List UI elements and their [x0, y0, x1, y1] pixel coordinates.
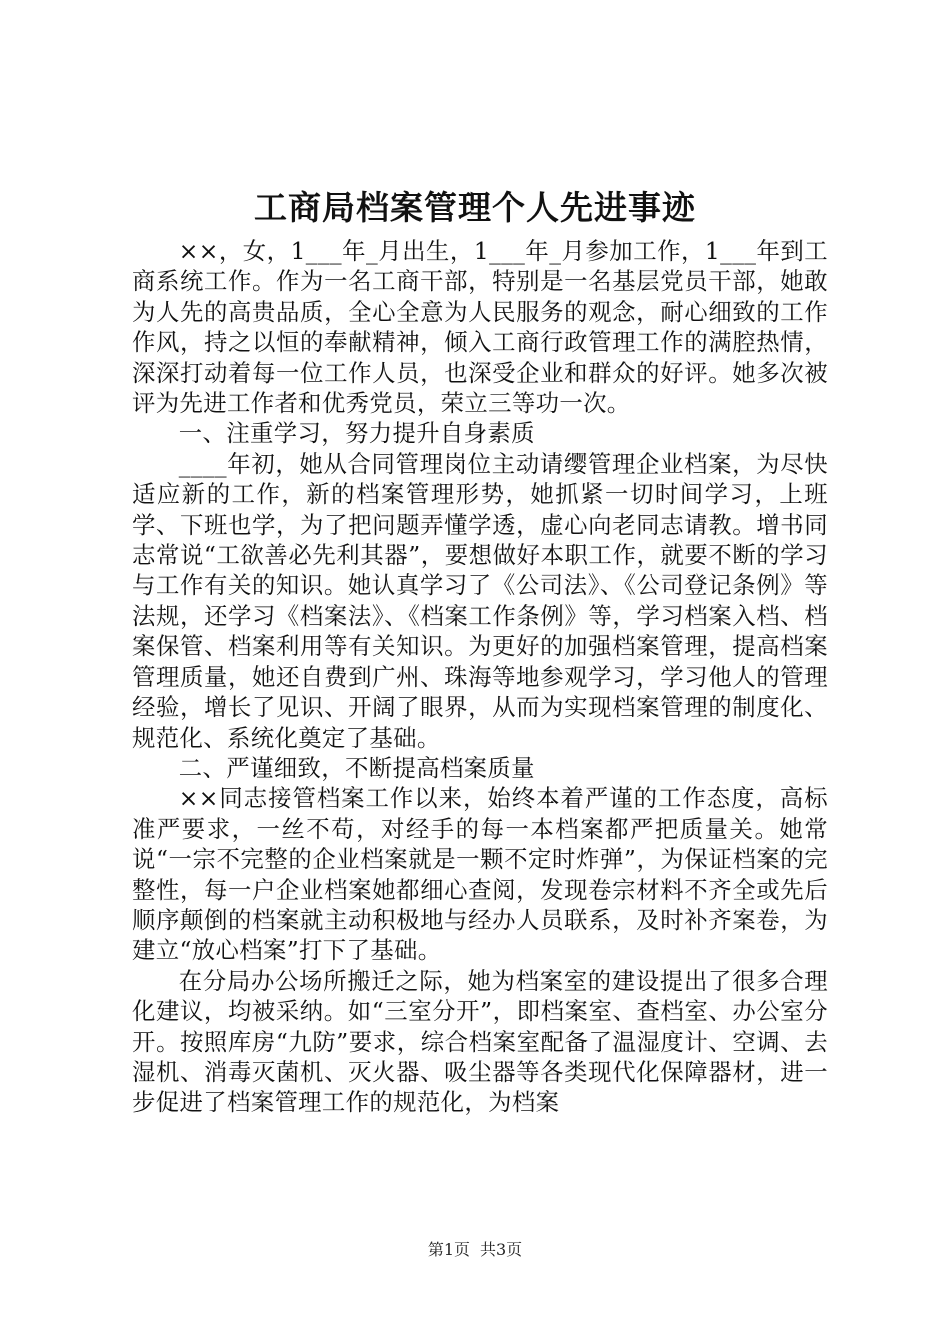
page-number: 第1页 [427, 1240, 470, 1259]
page-total: 共3页 [480, 1240, 523, 1259]
paragraph-intro: ××，女，1___年_月出生，1___年_月参加工作，1___年到工商系统工作。作为一名工商干部，特别是一名基层党员干部，她敢为人先的高贵品质，全心全意为人民服务的观念，耐心细致的工作作风，持之以恒的奉献精神，倾入工商行政管理工作的满腔热情，深深打动着每一位工作人员，也深受企业和群众的好评。她多次被评为先进工作者和优秀党员，荣立三等功一次。 [132, 237, 828, 418]
document-title: 工商局档案管理个人先进事迹 [254, 188, 696, 227]
section-heading-1: 一、注重学习，努力提升自身素质 [178, 419, 535, 448]
document-body [132, 236, 828, 1118]
paragraph-quality: ××同志接管档案工作以来，始终本着严谨的工作态度，高标准严要求，一丝不苟，对经手的每一本档案都严把质量关。她常说“一宗不完整的企业档案就是一颗不定时炸弹”，为保证档案的完整性，每一户企业档案她都细心查阅，发现卷宗材料不齐全或先后顺序颠倒的档案就主动积极地与经办人员联系，及时补齐案卷，为建立“放心档案”打下了基础。 [132, 784, 828, 965]
paragraph-study: ____年初，她从合同管理岗位主动请缨管理企业档案，为尽快适应新的工作，新的档案管理形势，她抓紧一切时间学习，上班学、下班也学，为了把问题弄懂学透，虚心向老同志请教。增书同志常说“工欲善必先利其器”，要想做好本职工作，就要不断的学习与工作有关的知识。她认真学习了《公司法》、《公司登记条例》等法规，还学习《档案法》、《档案工作条例》等，学习档案入档、档案保管、档案利用等有关知识。为更好的加强档案管理，提高档案管理质量，她还自费到广州、珠海等地参观学习，学习他人的管理经验，增长了见识、开阔了眼界，从而为实现档案管理的制度化、规范化、系统化奠定了基础。 [132, 449, 828, 752]
section-heading-2: 二、严谨细致，不断提高档案质量 [178, 753, 535, 782]
paragraph-relocation: 在分局办公场所搬迁之际，她为档案室的建设提出了很多合理化建议，均被采纳。如“三室分开”，即档案室、查档室、办公室分开。按照库房“九防”要求，综合档案室配备了温湿度计、空调、去湿机、消毒灭菌机、灭火器、吸尘器等各类现代化保障器材，进一步促进了档案管理工作的规范化，为档案 [132, 966, 828, 1117]
page-footer [0, 1240, 950, 1260]
